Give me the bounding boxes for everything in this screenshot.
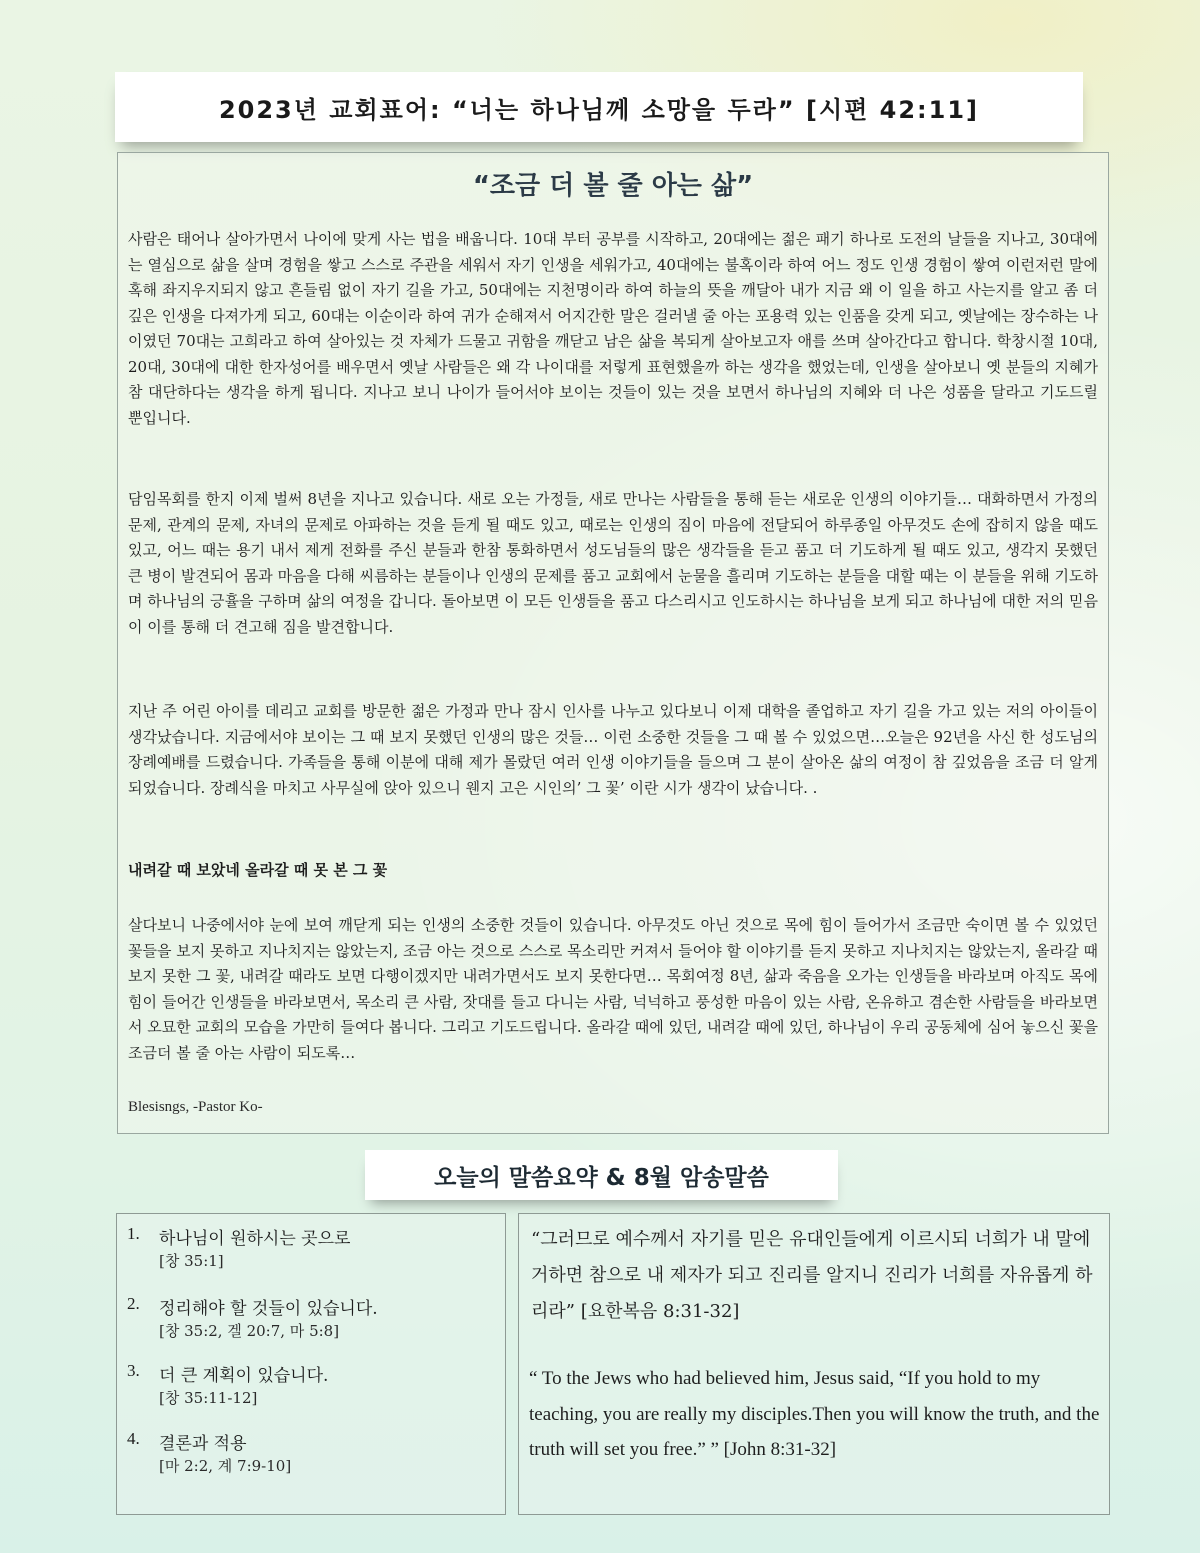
sermon-summary-header: 오늘의 말씀요약 & 8월 암송말씀: [365, 1150, 838, 1200]
column-paragraph-1: 사람은 태어나 살아가면서 나이에 맞게 사는 법을 배웁니다. 10대 부터 공부를 시작하고, 20대에는 젊은 패기 하나로 도전의 날들을 지나고, 30대에는 열심으로 삶을 살며 경험을 쌓고 스스로 주관을 세워서 자기 인생을 세워가고, 40대에는 불혹이라 하여 어느 정도 인생 경험이 쌓여 이런저런 말에 혹해 좌지우지되지 않고 흔들림 없이 자기 길을 가고, 50대에는 지천명이라 하여 하늘의 뜻을 깨달아 내가 지금 왜 이 일을 하고 사는지를 알고 좀 더 깊은 인생을 다져가게 되고, 60대는 이순이라 하여 귀가 순해져서 어지간한 말은 걸러낼 줄 아는 포용력 있는 인품을 갖게 되고, 옛날에는 장수하는 나이였던 70대는 고희라고 하여 살아있는 것 자체가 드물고 귀함을 깨닫고 남은 삶을 복되게 살아보고자 애를 쓰며 살아간다고 합니다. 학창시절 10대, 20대, 30대에 대한 한자성어를 배우면서 옛날 사람들은 왜 각 나이대를 저렇게 표현했을까 하는 생각을 했었는데, 인생을 살아보니 옛 분들의 지혜가 참 대단하다는 생각을 하게 됩니다. 지나고 보니 나이가 들어서야 보이는 것들이 있는 것을 보면서 하나님의 지혜와 더 나은 성품을 달라고 기도드릴 뿐입니다.: [128, 230, 1098, 427]
point-reference: [창 35:11-12]: [159, 1389, 258, 1407]
motto-text: 2023년 교회표어: “너는 하나님께 소망을 두라” [시편 42:11]: [218, 95, 980, 124]
point-title: 정리해야 할 것들이 있습니다.: [159, 1299, 378, 1319]
point-reference: [창 35:2, 겔 20:7, 마 5:8]: [159, 1322, 340, 1340]
point-title: 더 큰 계획이 있습니다.: [159, 1366, 329, 1386]
memory-verse-box: [518, 1213, 1110, 1515]
column-paragraph-3: 지난 주 어린 아이를 데리고 교회를 방문한 젊은 가정과 만나 잠시 인사를 나누고 있다보니 이제 대학을 졸업하고 자기 길을 가고 있는 저의 아이들이 생각났습니다. 지금에서야 보이는 그 때 보지 못했던 인생의 많은 것들… 이런 소중한 것들을 그 때 볼 수 있었으면…오늘은 92년을 사신 한 성도님의 장례예배를 드렸습니다. 가족들을 통해 이분에 대해 제가 몰랐던 여러 인생 이야기들을 들으며 그 분이 살아온 삶의 여정이 참 깊었음을 조금 더 알게 되었습니다. 장례식을 마치고 사무실에 앉아 있으니 웬지 고은 시인의’ 그 꽃’ 이란 시가 생각이 났습니다. .: [128, 702, 1098, 797]
sermon-points-box: [116, 1213, 506, 1515]
motto-banner: [115, 72, 1083, 142]
memory-verse-korean: “그러므로 예수께서 자기를 믿은 유대인들에게 이르시되 너희가 내 말에 거하면 참으로 내 제자가 되고 진리를 알지니 진리가 너희를 자유롭게 하리라” [요한복음 8:31-32]: [531, 1229, 1093, 1322]
column-paragraph-4: 살다보니 나중에서야 눈에 보여 깨닫게 되는 인생의 소중한 것들이 있습니다. 아무것도 아닌 것으로 목에 힘이 들어가서 조금만 숙이면 볼 수 있었던 꽃들을 보지 못하고 지나치지는 않았는지, 조금 아는 것으로 스스로 목소리만 커져서 들어야 할 이야기를 듣지 못하고 지나치지는 않았는지, 올라갈 때 보지 못한 그 꽃, 내려갈 때라도 보면 다행이겠지만 내려가면서도 보지 못한다면… 목회여정 8년, 삶과 죽음을 오가는 인생들을 바라보며 아직도 목에 힘이 들어간 인생들을 바라보면서, 목소리 큰 사람, 잣대를 들고 다니는 사람, 넉넉하고 풍성한 마음이 있는 사람, 온유하고 겸손한 사람들을 바라보면서 오묘한 교회의 모습을 가만히 들여다 봅니다. 그리고 기도드립니다. 올라갈 때에 있던, 내려갈 때에 있던, 하나님이 우리 공동체에 심어 놓으신 꽃을 조금더 볼 줄 아는 사람이 되도록…: [128, 916, 1098, 1062]
point-number: 2.: [127, 1294, 140, 1313]
poem-line: 내려갈 때 보았네 올라갈 때 못 본 그 꽃: [128, 861, 388, 879]
point-title: 하나님이 원하시는 곳으로: [159, 1229, 351, 1249]
point-reference: [창 35:1]: [159, 1252, 224, 1270]
memory-verse-english: “ To the Jews who had believed him, Jesus said, “If you hold to my teaching, you are really my disciples.Then you will know the truth, and the truth will set you free.” ” [John 8:31-32]: [529, 1368, 1100, 1460]
column-title: “조금 더 볼 줄 아는 삶”: [472, 171, 754, 201]
signature: Blesisngs, -Pastor Ko-: [128, 1099, 263, 1115]
point-reference: [마 2:2, 계 7:9-10]: [159, 1457, 292, 1475]
point-number: 1.: [127, 1224, 140, 1243]
point-title: 결론과 적용: [159, 1434, 247, 1454]
pastor-column: [117, 152, 1109, 1134]
point-number: 4.: [127, 1429, 140, 1448]
column-paragraph-2: 담임목회를 한지 이제 벌써 8년을 지나고 있습니다. 새로 오는 가정들, 새로 만나는 사람들을 통해 듣는 새로운 인생의 이야기들… 대화하면서 가정의 문제, 관계의 문제, 자녀의 문제로 아파하는 것을 듣게 될 때도 있고, 때로는 인생의 짐이 마음에 전달되어 하루종일 아무것도 손에 잡히지 않을 때도 있고, 어느 때는 용기 내서 제게 전화를 주신 분들과 한참 통화하면서 성도님들의 많은 생각들을 듣고 품고 더 기도하게 될 때도 있고, 생각지 못했던 큰 병이 발견되어 몸과 마음을 다해 씨름하는 분들이나 인생의 문제를 품고 교회에서 눈물을 흘리며 기도하는 분들을 대할 때는 이 분들을 위해 기도하며 하나님의 긍휼을 구하며 삶의 여정을 갑니다. 돌아보면 이 모든 인생들을 품고 다스리시고 인도하시는 하나님을 보게 되고 하나님에 대한 저의 믿음이 이를 통해 더 견고해 짐을 발견합니다.: [128, 490, 1099, 636]
point-number: 3.: [127, 1361, 140, 1380]
